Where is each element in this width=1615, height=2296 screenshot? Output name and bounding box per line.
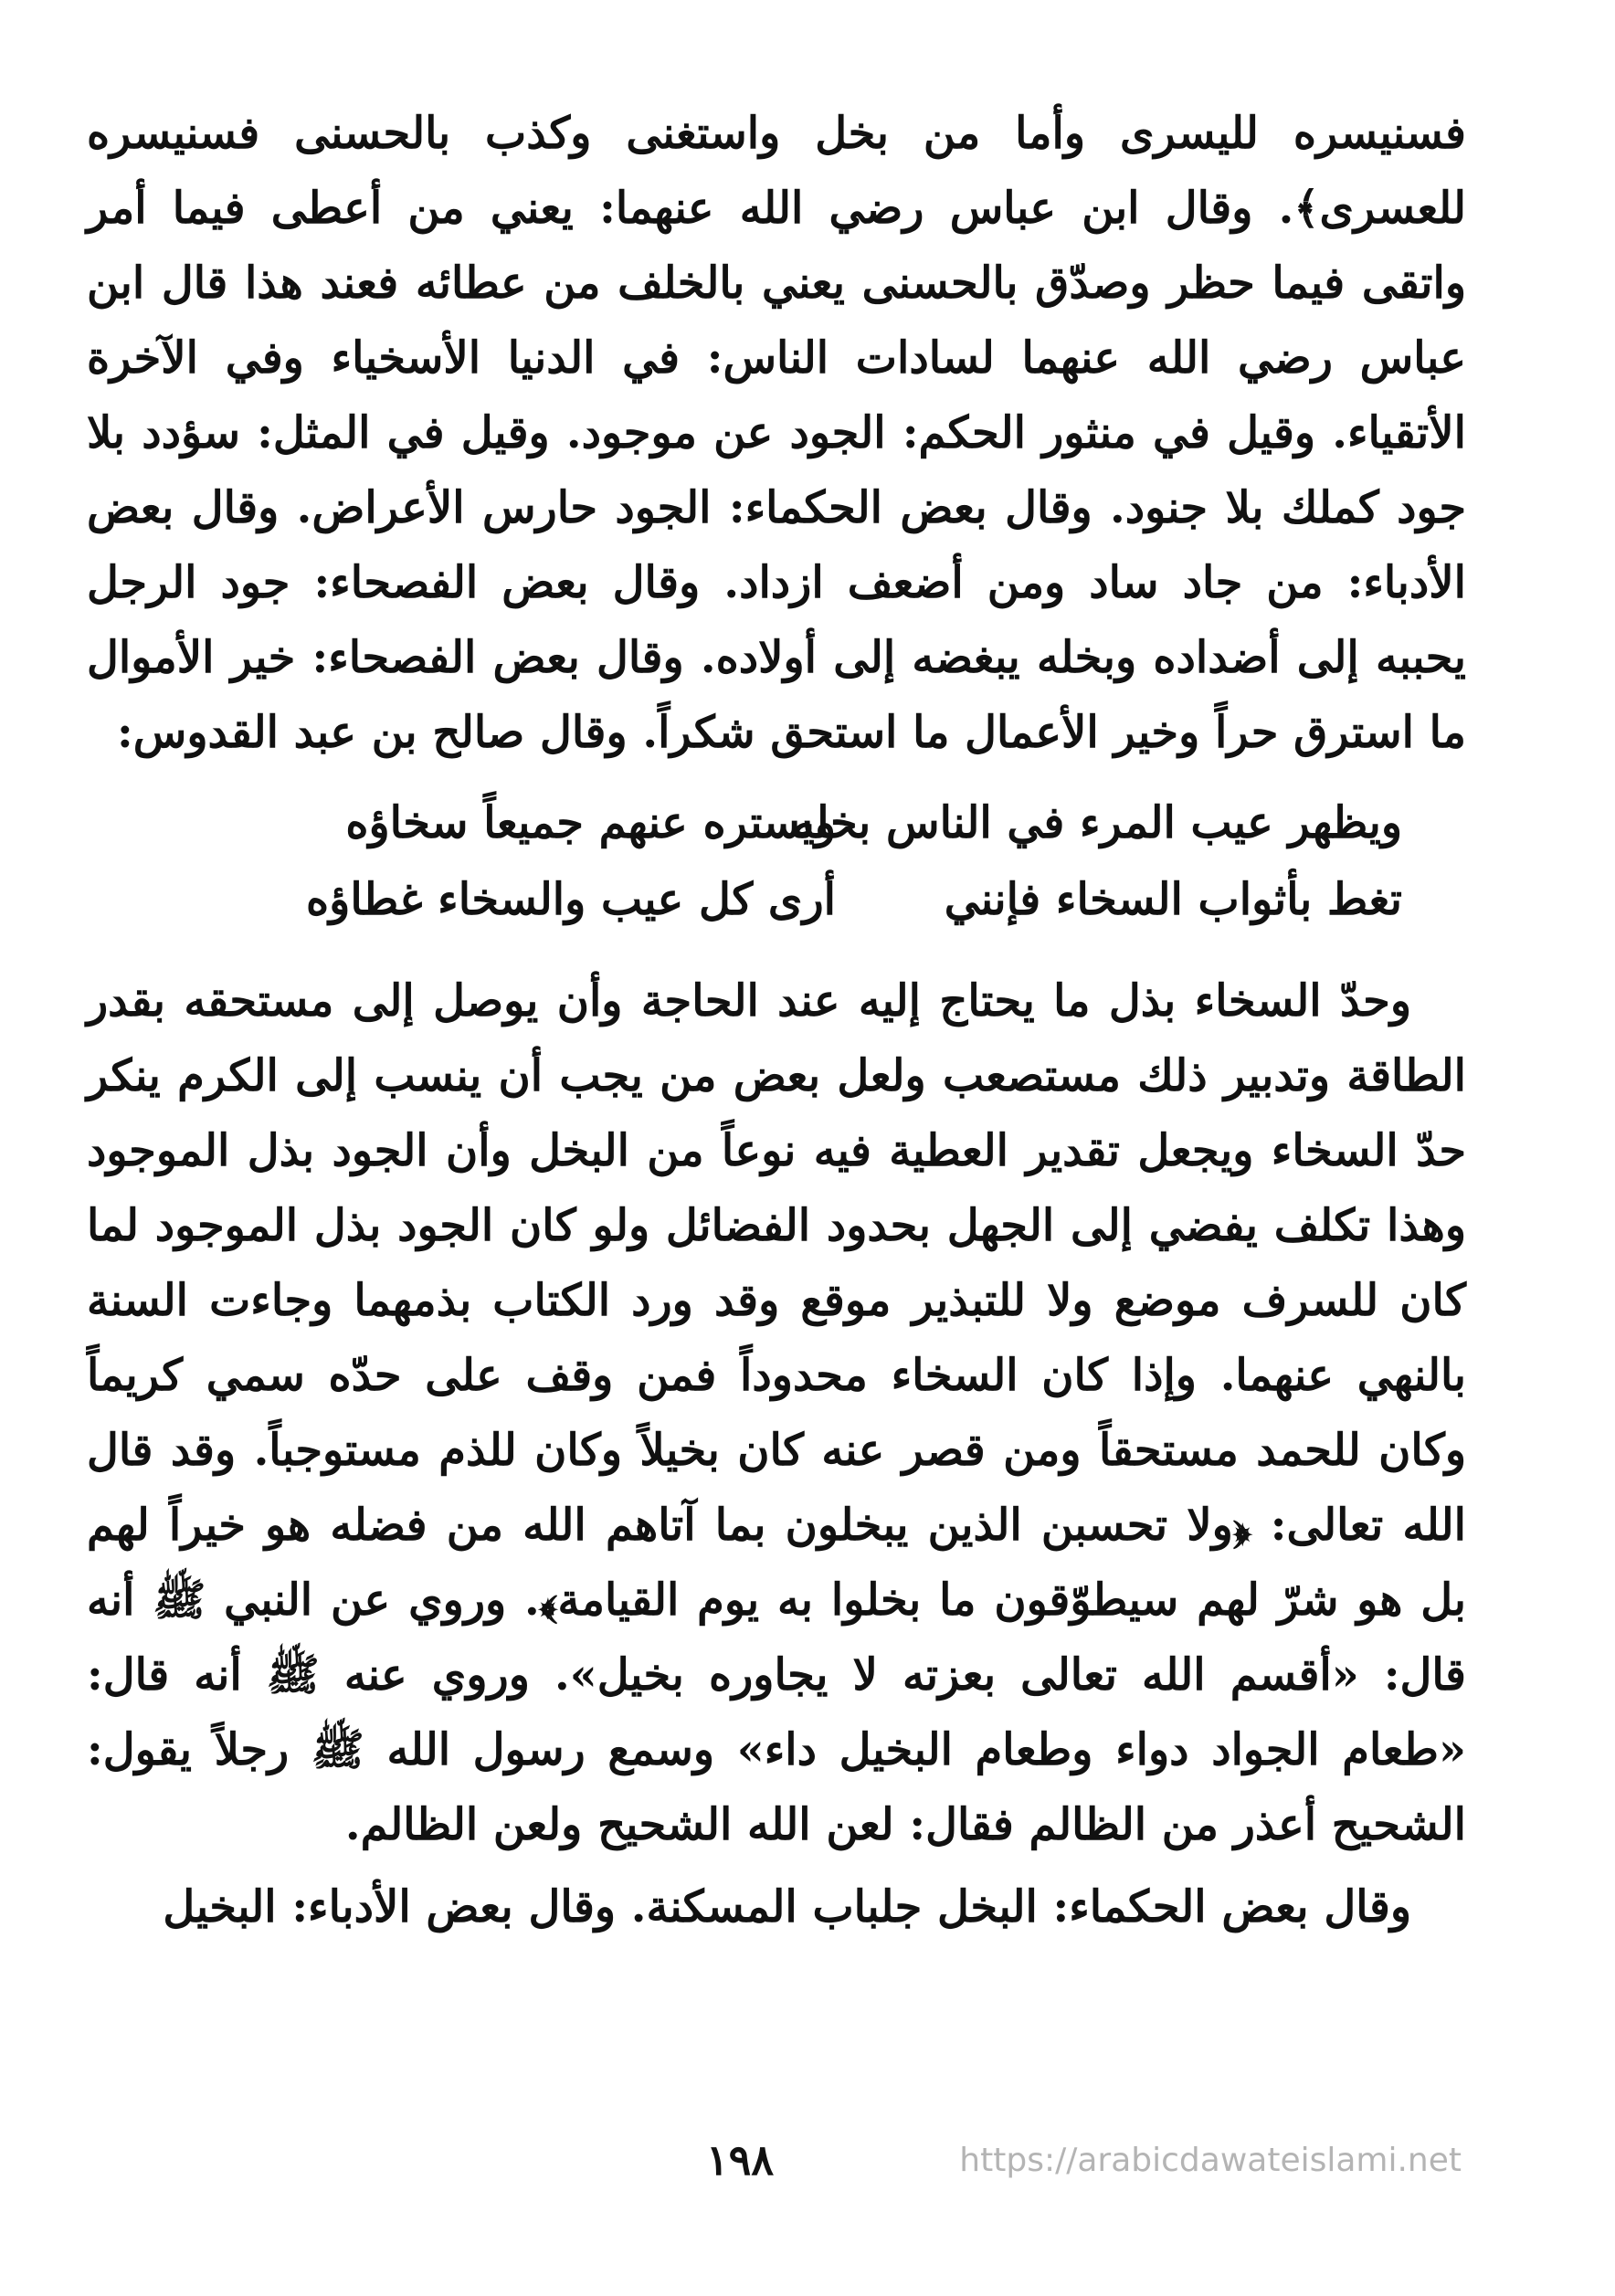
verse-1-first-hemistich: ويظهر عيب المرء في الناس بخله xyxy=(792,797,1402,848)
paragraph-2: وحدّ السخاء بذل ما يحتاج إليه عند الحاجة وأن يوصل إلى مستحقه بقدر الطاقة وتدبير ذلك مستصعب ولعل بعض من يجب أن ينسب إلى الكرم ينكر حدّ السخاء ويجعل تقدير العطية فيه نوعاً من البخل وأن الجود بذل الموجود وهذا تكلف يفضي إلى الجهل بحدود الفضائل ولو كان الجود بذل الموجود لما كان للسرف موضع ولا للتبذير موقع وقد ورد الكتاب بذمهما وجاءت السنة بالنهي عنهما. وإذا كان السخاء محدوداً فمن وقف على حدّه سمي كريماً وكان للحمد مستحقاً ومن قصر عنه كان بخيلاً وكان للذم مستوجباً. وقد قال الله تعالى: ﴿ولا تحسبن الذين يبخلون بما آتاهم الله من فضله هو خيراً لهم بل هو شرّ لهم سيطوّقون ما بخلوا به يوم القيامة﴾. وروي عن النبي ﷺ أنه قال: «أقسم الله تعالى بعزته لا يجاوره بخيل». وروي عنه ﷺ أنه قال: «طعام الجواد دواء وطعام البخيل داء» وسمع رسول الله ﷺ رجلاً يقول: الشحيح أعذر من الظالم فقال: لعن الله الشحيح ولعن الظالم. xyxy=(87,975,1466,1850)
page-body xyxy=(87,96,1466,1944)
verse-1-second-hemistich: ويستره عنهم جميعاً سخاؤه xyxy=(345,797,836,848)
poem-block xyxy=(87,788,1466,942)
poem-verse-1 xyxy=(87,788,1466,865)
watermark-url: https://arabicdawateislami.net xyxy=(959,2142,1462,2179)
verse-2-first-hemistich: تغط بأثواب السخاء فإنني xyxy=(944,874,1402,925)
page-number: ١٩٨ xyxy=(705,2135,775,2185)
poem-verse-2 xyxy=(87,865,1466,942)
paragraph-3: وقال بعض الحكماء: البخل جلباب المسكنة. وقال بعض الأدباء: البخيل xyxy=(163,1881,1411,1933)
verse-2-second-hemistich: أرى كل عيب والسخاء غطاؤه xyxy=(306,874,836,925)
paragraph-1: فسنيسره لليسرى وأما من بخل واستغنى وكذب بالحسنى فسنيسره للعسرى﴾. وقال ابن عباس رضي الله عنهما: يعني من أعطى فيما أمر واتقى فيما حظر وصدّق بالحسنى يعني بالخلف من عطائه فعند هذا قال ابن عباس رضي الله عنهما لسادات الناس: في الدنيا الأسخياء وفي الآخرة الأتقياء. وقيل في منثور الحكم: الجود عن موجود. وقيل في المثل: سؤدد بلا جود كملك بلا جنود. وقال بعض الحكماء: الجود حارس الأعراض. وقال بعض الأدباء: من جاد ساد ومن أضعف ازداد. وقال بعض الفصحاء: جود الرجل يحببه إلى أضداده وبخله يبغضه إلى أولاده. وقال بعض الفصحاء: خير الأموال ما استرق حراً وخير الأعمال ما استحق شكراً. وقال صالح بن عبد القدوس: xyxy=(87,108,1467,758)
